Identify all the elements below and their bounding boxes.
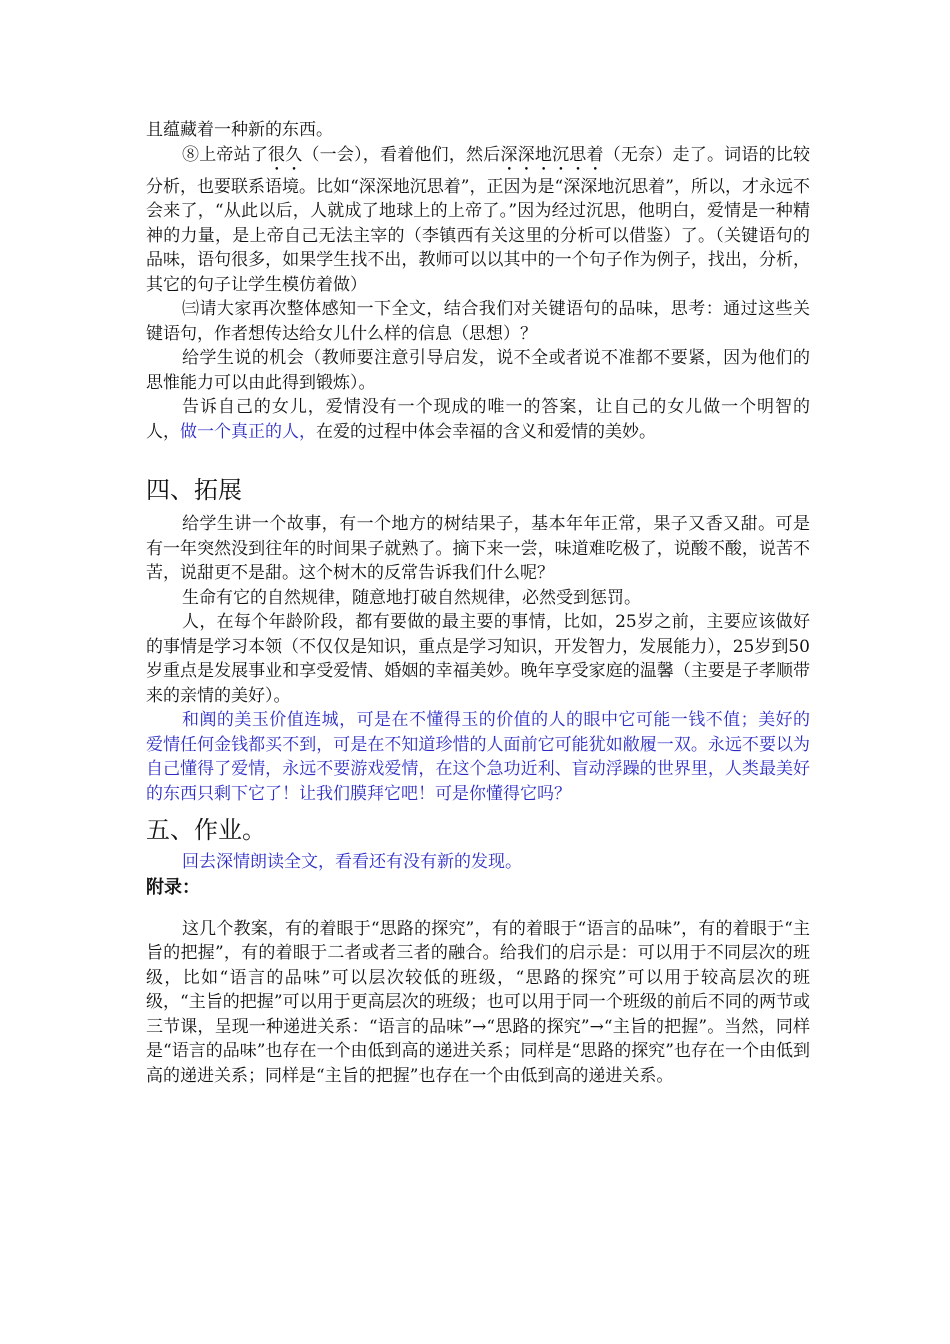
paragraph-continuation: 且蕴藏着一种新的东西。 (146, 120, 333, 140)
emphasis-text: 深深地沉思着 (500, 144, 604, 165)
paragraph-appendix: 这几个教案，有的着眼于“思路的探究”，有的着眼于“语言的品味”，有的着眼于“主旨的把握”，有的着眼于二者或者三者的融合。给我们的启示是：可以用于不同层次的班级，比如“语言的品味”可以层次较低的班级，“思路的探究”可以用于较高层次的班级，“主旨的把握”可以用于更高层次的班级；也可以用于同一个班级的前后不同的两节或三节课，呈现一种递进关系：“语言的品味”→“思路的探究”→“主旨的把握”。当然，同样是“语言的品味”也存在一个由低到高的递进关系；同样是“思路的探究”也存在一个由低到高的递进关系；同样是“主旨的把握”也存在一个由低到高的递进关系。 (146, 918, 810, 1086)
paragraph-story: 给学生讲一个故事，有一个地方的树结果子，基本年年正常，果子又香又甜。可是有一年突然没到往年的时间果子就熟了。摘下来一尝，味道难吃极了，说酸不酸，说苦不苦，说甜更不是甜。这个树木的反常告诉我们什么呢？ (146, 514, 810, 583)
text-run: 告诉自己的女儿，爱情没有一个现成的唯一的答案，让自己的女儿做一个明智的人， (146, 397, 810, 442)
paragraph-discussion: 给学生说的机会（教师要注意引导启发，说不全或者说不准都不要紧，因为他们的思惟能力可以由此得到锻炼）。 (146, 348, 810, 393)
document-page (146, 118, 810, 1088)
paragraph-law: 生命有它的自然规律，随意地打破自然规律，必然受到惩罚。 (182, 587, 641, 608)
text-run: （一会），看着他们，然后 (302, 144, 501, 165)
paragraph-jade-metaphor: 和阗的美玉价值连城，可是在不懂得玉的价值的人的眼中它可能一钱不值；美好的爱情任何金钱都买不到，可是在不知道珍惜的人面前它可能犹如敝履一双。永远不要以为自己懂得了爱情，永远不要游戏爱情，在这个急功近利、盲动浮躁的世界里，人类最美好的东西只剩下它了！让我们膜拜它吧！可是你懂得它吗？ (146, 710, 810, 804)
paragraph-homework: 回去深情朗读全文，看看还有没有新的发现。 (182, 852, 522, 872)
emphasis-text: 很久 (268, 144, 303, 165)
paragraph-word-analysis (146, 143, 810, 298)
appendix-heading: 附录： (146, 876, 200, 898)
paragraph-conclusion (146, 395, 810, 444)
paragraph-question: ㈢请大家再次整体感知一下全文，结合我们对关键语句的品味，思考：通过这些关键语句，作者想传达给女儿什么样的信息（思想）？ (146, 299, 810, 344)
paragraph-age-stages: 人，在每个年龄阶段，都有要做的最主要的事情，比如，25岁之前，主要应该做好的事情是学习本领（不仅仅是知识，重点是学习知识，开发智力，发展能力），25岁到50岁重点是发展事业和享受爱情、婚姻的幸福美妙。晚年享受家庭的温馨（主要是子孝顺带来的亲情的美好）。 (146, 612, 810, 706)
highlight-text: 做一个真正的人， (180, 421, 316, 442)
text-run: 在爱的过程中体会幸福的含义和爱情的美妙。 (316, 421, 656, 442)
section-heading-homework: 五、作业。 (146, 816, 266, 844)
text-run: （无奈）走了。词语的比较分析，也要联系语境。比如“深深地沉思着”，正因为是“深深地沉思着”，所以，才永远不会来了，“从此以后，人就成了地球上的上帝了。”因为经过沉思，他明白，爱情是一种精神的力量，是上帝自己无法主宰的（李镇西有关这里的分析可以借鉴）了。（关键语句的品味，语句很多，如果学生找不出，教师可以以其中的一个句子作为例子，找出，分析，其它的句子让学生模仿着做） (146, 144, 811, 295)
section-heading-extension: 四、拓展 (146, 476, 242, 504)
text-run: ⑧上帝站了 (182, 144, 269, 165)
